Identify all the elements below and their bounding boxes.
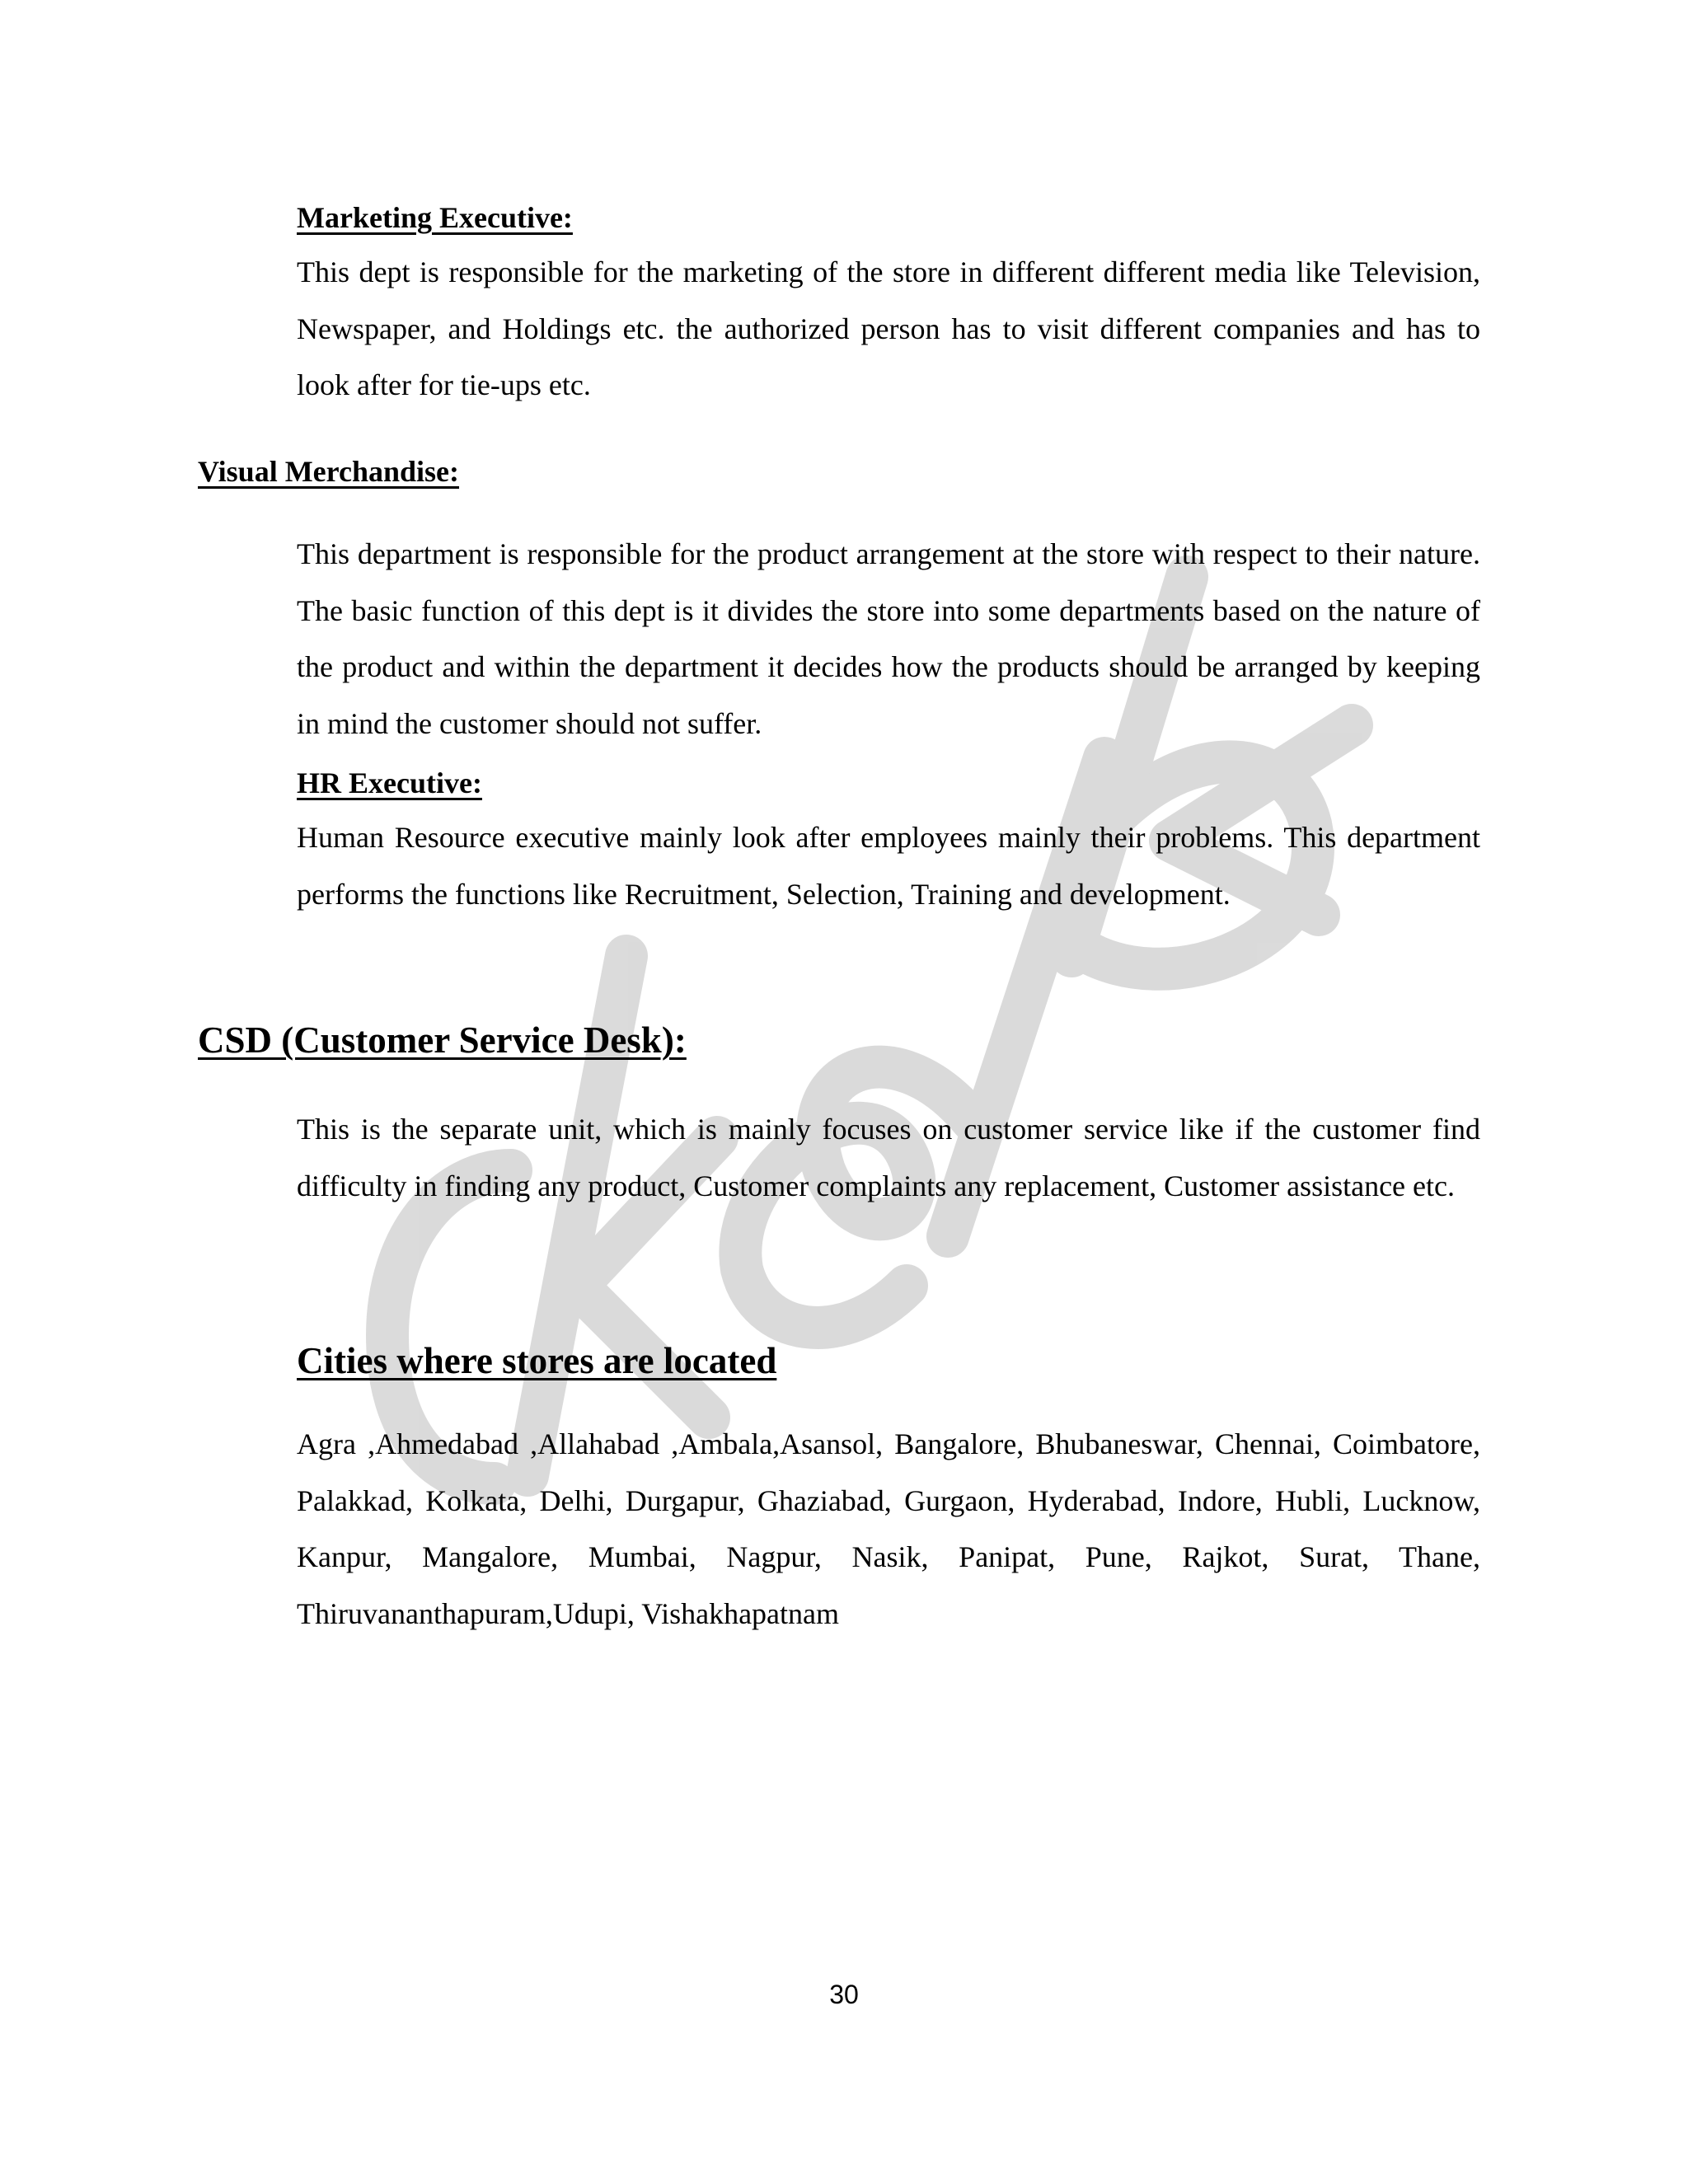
page-number: 30 (829, 1980, 859, 2009)
cities-list: Agra ,Ahmedabad ,Allahabad ,Ambala,Asansol, Bangalore, Bhubaneswar, Chennai, Coimbatore, Palakkad, Kolkata, Delhi, Durgapur, Ghaziabad, Gurgaon, Hyderabad, Indore, Hubli, Lucknow, Kanpur, Mangalore, Mumbai, Nagpur, Nasik, Panipat, Pune, Rajkot, Surat, Thane, Thiruvananthapuram,Udupi, Vishakhapatnam (297, 1427, 1480, 1630)
hr-executive-heading: HR Executive: (297, 766, 482, 799)
hr-executive-text: Human Resource executive mainly look after employees mainly their problems. This department performs the functions like Recruitment, Selection, Training and development. (297, 821, 1480, 911)
cities-heading: Cities where stores are located (297, 1340, 777, 1381)
visual-merchandise-heading: Visual Merchandise: (198, 455, 460, 488)
visual-merchandise-text: This department is responsible for the product arrangement at the store with respect to their nature. The basic function of this dept is it divides the store into some departments based on the nature of the product and within the department it decides how the products should be arranged by keeping in mind the customer should not suffer. (297, 537, 1480, 740)
marketing-executive-heading: Marketing Executive: (297, 201, 573, 234)
csd-text: This is the separate unit, which is mainly focuses on customer service like if the customer find difficulty in finding any product, Customer complaints any replacement, Customer assistance etc. (297, 1113, 1480, 1202)
csd-heading: CSD (Customer Service Desk): (198, 1019, 687, 1061)
marketing-executive-text: This dept is responsible for the marketing of the store in different different media like Television, Newspaper, and Holdings etc. the authorized person has to visit different companies and has to look after for tie-ups etc. (297, 255, 1480, 401)
